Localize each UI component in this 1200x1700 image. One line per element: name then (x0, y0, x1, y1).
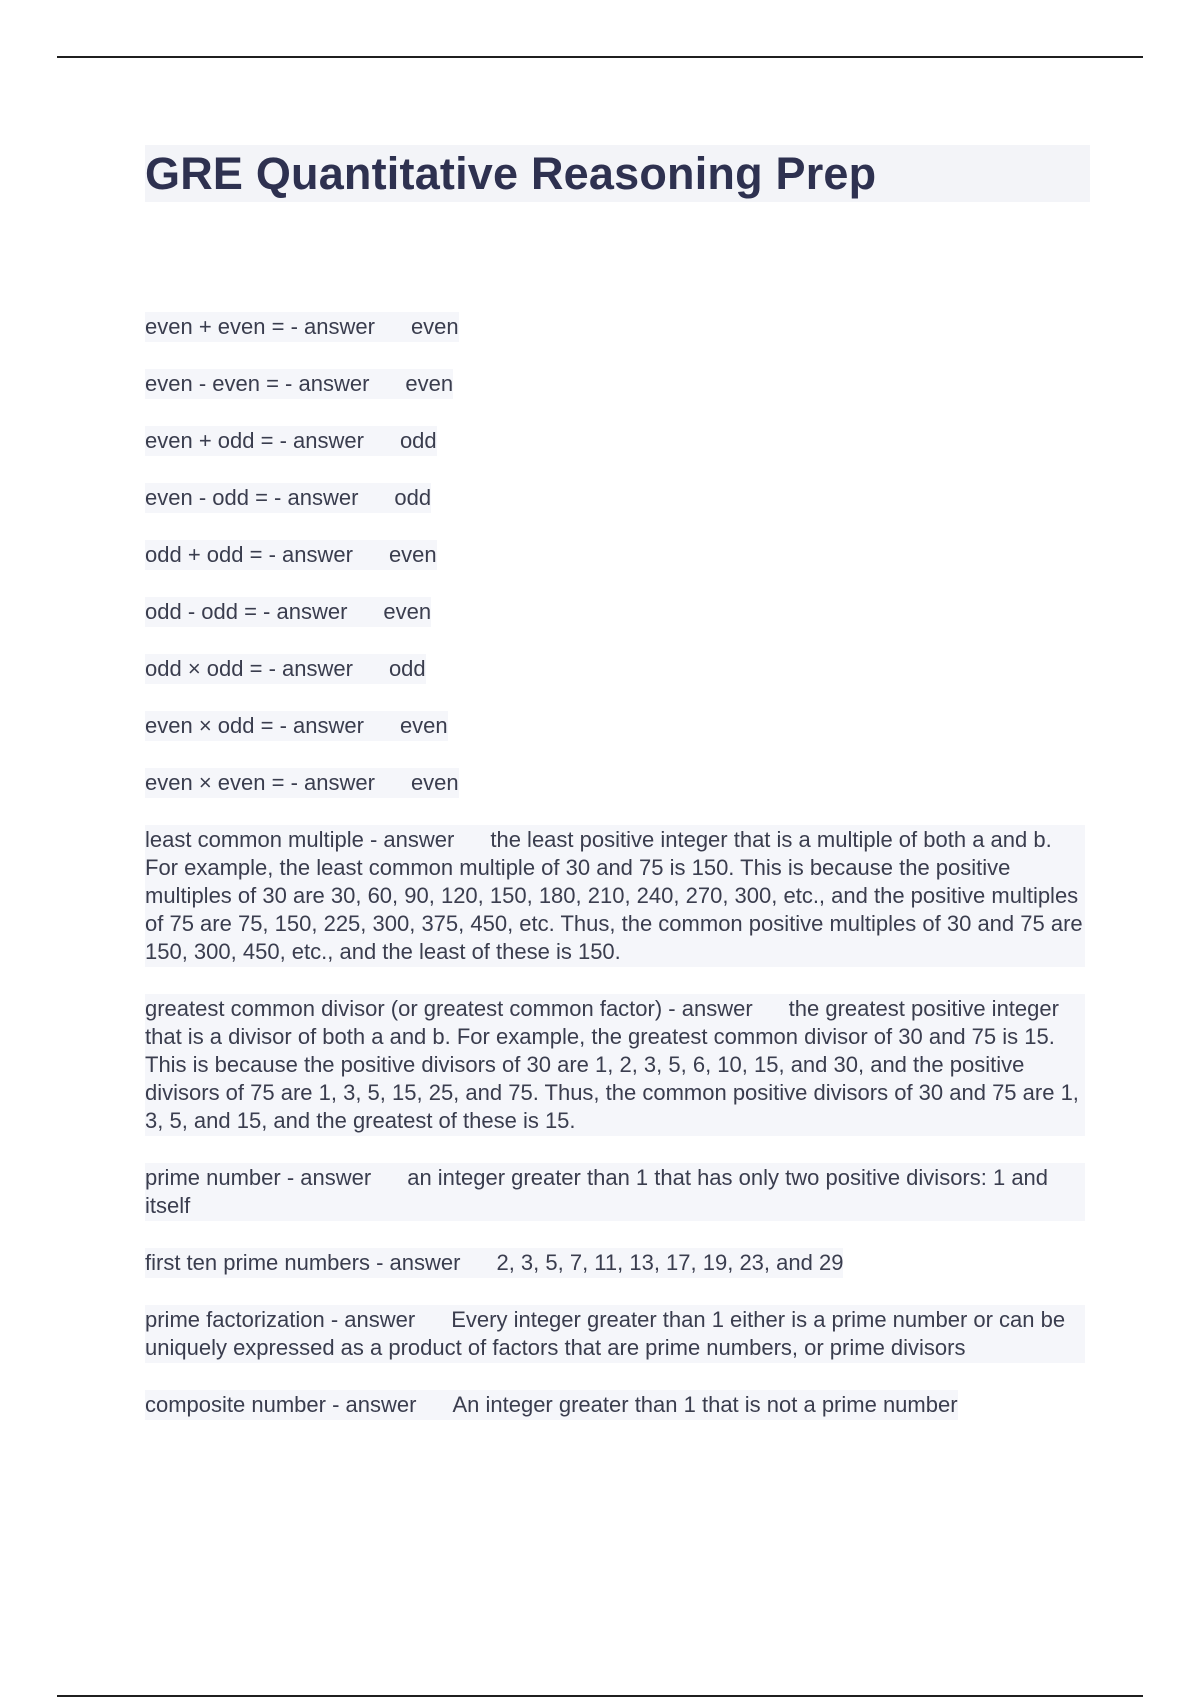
card-definition: odd (399, 428, 437, 453)
answer-separator: - answer (662, 996, 753, 1021)
card-definition: even (383, 599, 432, 624)
answer-separator: - answer (324, 1307, 416, 1332)
flashcard (145, 426, 437, 456)
flashcard (145, 312, 459, 342)
card-term: even + odd = (145, 428, 274, 453)
card-term: even × even = (145, 770, 285, 795)
bottom-rule (57, 1695, 1143, 1697)
card-definition: even (410, 314, 459, 339)
card-term: prime factorization (145, 1307, 325, 1332)
answer-separator: - answer (256, 599, 348, 624)
flashcard (145, 654, 426, 684)
answer-separator: - answer (280, 1165, 372, 1190)
flashcard (145, 1305, 1085, 1363)
card-definition: the greatest positive integer that is a divisor of both a and b. For example, the greatest common divisor of 30 and 75 is 15. This is because the positive divisors of 30 are 1, 2, 3, 5, 6, 10, 15, and 30, and the positive divisors of 75 are 1, 3, 5, 15, 25, and 75. Thus, the common positive divisors of 30 and 75 are 1, 3, 5, and 15, and the greatest of these is 15. (145, 996, 1079, 1133)
card-definition: odd (388, 656, 426, 681)
flashcard (145, 369, 453, 399)
flashcard (145, 1163, 1085, 1221)
card-definition: Every integer greater than 1 either is a prime number or can be uniquely expressed as a product of factors that are prime numbers, or prime divisors (145, 1307, 1066, 1360)
card-term: even × odd = (145, 713, 274, 738)
flashcard (145, 1248, 843, 1278)
answer-separator: - answer (262, 542, 353, 567)
card-definition: the least positive integer that is a multiple of both a and b. For example, the least common multiple of 30 and 75 is 150. This is because the positive multiples of 30 are 30, 60, 90, 120, 150, 180, 210, 240, 270, 300, etc., and the positive multiples of 75 are 75, 150, 225, 300, 375, 450, etc. Thus, the common positive multiples of 30 and 75 are 150, 300, 450, etc., and the least of these is 150. (145, 827, 1083, 964)
flashcard (145, 994, 1085, 1136)
answer-separator: - answer (273, 428, 364, 453)
card-definition: an integer greater than 1 that has only two positive divisors: 1 and itself (145, 1165, 1049, 1218)
answer-separator: - answer (267, 485, 359, 510)
answer-separator: - answer (273, 713, 364, 738)
answer-separator: - answer (369, 1250, 461, 1275)
card-definition: odd (394, 485, 432, 510)
answer-separator: - answer (284, 770, 375, 795)
card-term: even + even = (145, 314, 285, 339)
flashcard (145, 483, 431, 513)
card-definition: even (399, 713, 448, 738)
card-term: even - odd = (145, 485, 268, 510)
flashcard (145, 825, 1085, 967)
card-term: greatest common divisor (or greatest common factor) (145, 996, 663, 1021)
answer-separator: - answer (262, 656, 353, 681)
flashcard (145, 540, 437, 570)
card-term: least common multiple (145, 827, 364, 852)
card-definition: 2, 3, 5, 7, 11, 13, 17, 19, 23, and 29 (496, 1250, 844, 1275)
flashcard (145, 1390, 958, 1420)
card-definition: even (410, 770, 459, 795)
answer-separator: - answer (284, 314, 375, 339)
card-definition: An integer greater than 1 that is not a prime number (452, 1392, 958, 1417)
card-term: odd + odd = (145, 542, 263, 567)
card-term: odd × odd = (145, 656, 263, 681)
card-term: even - even = (145, 371, 279, 396)
answer-separator: - answer (325, 1392, 417, 1417)
top-rule (57, 56, 1143, 58)
flashcard-list (145, 312, 1085, 1447)
flashcard (145, 711, 448, 741)
flashcard (145, 597, 431, 627)
card-term: odd - odd = (145, 599, 257, 624)
card-term: composite number (145, 1392, 326, 1417)
page-title: GRE Quantitative Reasoning Prep (145, 148, 877, 199)
card-term: first ten prime numbers (145, 1250, 370, 1275)
card-definition: even (405, 371, 454, 396)
answer-separator: - answer (278, 371, 370, 396)
answer-separator: - answer (363, 827, 455, 852)
card-term: prime number (145, 1165, 281, 1190)
flashcard (145, 768, 459, 798)
card-definition: even (388, 542, 437, 567)
